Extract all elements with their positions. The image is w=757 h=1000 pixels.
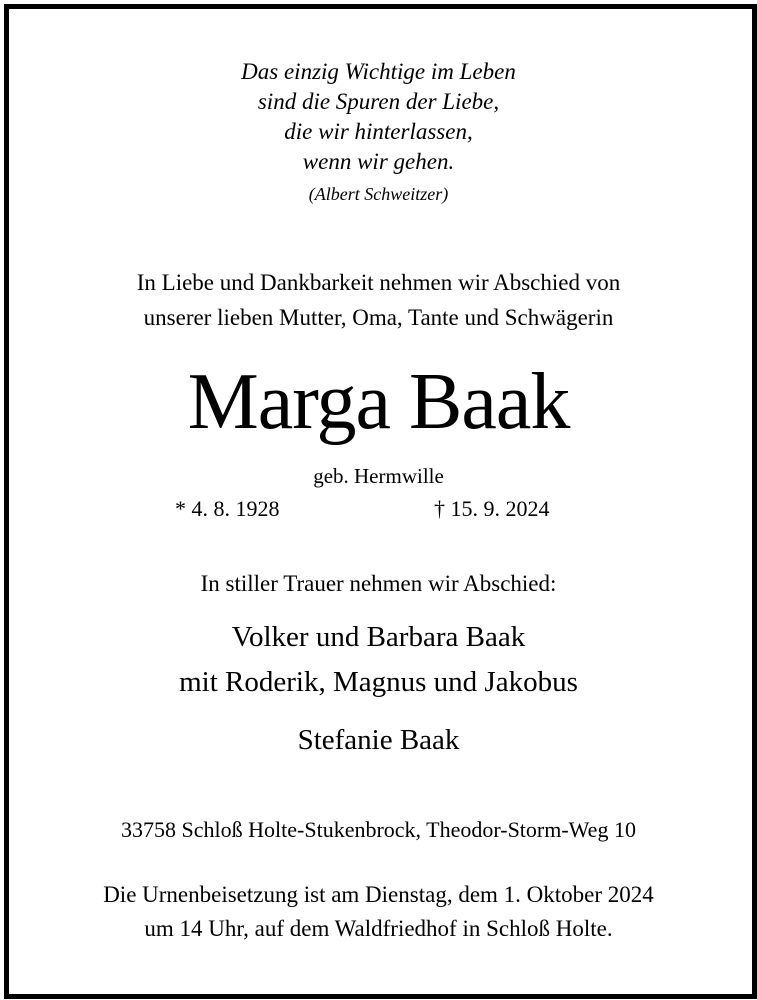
intro-line-1: In Liebe und Dankbarkeit nehmen wir Abschied von: [136, 270, 621, 295]
birth-name: geb. Hermwille: [313, 464, 444, 488]
quote-line-4: wenn wir gehen.: [302, 149, 455, 174]
deceased-name: Marga Baak: [187, 358, 570, 446]
mourner-family-2: mit Roderik, Magnus und Jakobus: [179, 666, 578, 698]
mourner-family-1: Volker und Barbara Baak: [231, 621, 526, 653]
quote-line-1: Das einzig Wichtige im Leben: [241, 59, 516, 84]
birth-date: * 4. 8. 1928: [175, 496, 280, 521]
burial-line-1: Die Urnenbeisetzung ist am Dienstag, dem 1. Oktober 2024: [103, 882, 654, 907]
mourners-intro: In stiller Trauer nehmen wir Abschied:: [200, 571, 557, 596]
intro-line-2: unserer lieben Mutter, Oma, Tante und Schwägerin: [143, 305, 614, 330]
death-date: † 15. 9. 2024: [434, 496, 550, 521]
burial-line-2: um 14 Uhr, auf dem Waldfriedhof in Schloß Holte.: [144, 916, 613, 941]
quote-line-3: die wir hinterlassen,: [284, 119, 473, 144]
quote-author: (Albert Schweitzer): [308, 184, 449, 204]
quote-line-2: sind die Spuren der Liebe,: [257, 89, 500, 114]
mourner-family-3: Stefanie Baak: [297, 724, 460, 756]
address: 33758 Schloß Holte-Stukenbrock, Theodor-Storm-Weg 10: [121, 817, 636, 842]
